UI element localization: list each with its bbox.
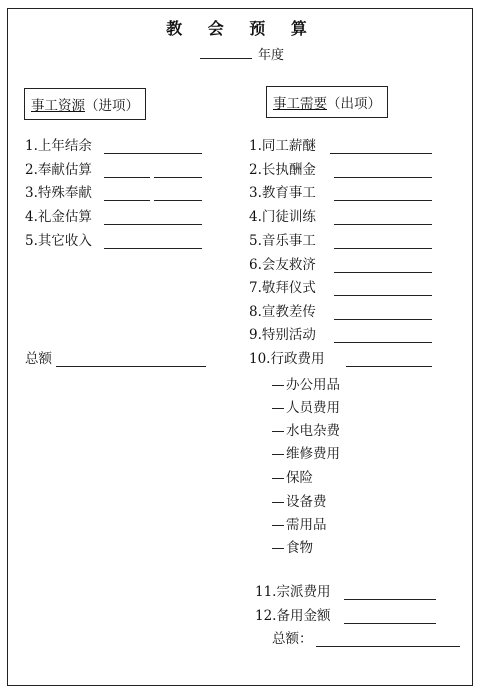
page-title: 教 会 预 算 [166,19,317,38]
income-blank[interactable] [104,248,202,249]
expense-total-label: 总额： [272,631,313,647]
expense-item: 7.敬拜仪式 [249,280,316,296]
expense-blank[interactable] [346,366,432,367]
income-blank[interactable] [104,177,150,178]
income-blank[interactable] [154,177,202,178]
income-blank[interactable] [104,153,202,154]
expense-blank[interactable] [334,224,432,225]
income-blank[interactable] [104,224,202,225]
dash-mark [272,478,284,479]
expense-item: 9.特别活动 [249,327,316,343]
year-blank[interactable] [200,46,252,59]
expense-blank[interactable] [330,153,432,154]
expense-item: 3.教育事工 [249,185,316,201]
expense-total-blank[interactable] [316,646,460,647]
dash-mark [272,525,284,526]
income-blank[interactable] [104,200,150,201]
expense-item: 12.备用金额 [255,608,331,624]
year-field [200,44,284,63]
expense-header [266,86,388,118]
expense-blank[interactable] [344,623,436,624]
expense-blank[interactable] [334,295,432,296]
admin-subitem: 需用品 [272,513,327,533]
expense-blank[interactable] [334,272,432,273]
expense-item: 8.宣教差传 [249,304,316,320]
expense-item: 2.长执酬金 [249,162,316,178]
admin-subitem: 设备费 [272,490,327,510]
year-label: 年度 [258,48,285,63]
income-item: 2.奉献估算 [25,162,92,178]
admin-subitem: 保险 [272,466,313,486]
expense-item: 11.宗派费用 [255,584,331,600]
income-total-label: 总额 [25,351,52,367]
income-header [24,88,146,120]
expense-item: 5.音乐事工 [249,233,316,249]
income-item: 4.礼金估算 [25,209,92,225]
expense-blank[interactable] [334,200,432,201]
expense-blank[interactable] [334,248,432,249]
income-total-blank[interactable] [56,366,206,367]
expense-header-paren: （出项） [327,96,381,112]
dash-mark [272,408,284,409]
income-header-paren: （进项） [85,98,139,114]
dash-mark [272,548,284,549]
dash-mark [272,502,284,503]
expense-item: 6.会友救济 [249,257,316,273]
admin-subitem: 办公用品 [272,373,340,393]
expense-item: 10.行政费用 [249,351,325,367]
expense-blank[interactable] [344,599,436,600]
expense-item: 4.门徒训练 [249,209,316,225]
expense-blank[interactable] [334,177,432,178]
expense-header-label: 事工需要 [273,96,327,112]
income-item: 1.上年结余 [25,138,92,154]
income-header-label: 事工资源 [31,98,85,114]
admin-subitem: 人员费用 [272,396,340,416]
dash-mark [272,454,284,455]
expense-blank[interactable] [334,342,432,343]
income-item: 5.其它收入 [25,233,92,249]
income-blank[interactable] [154,200,202,201]
income-item: 3.特殊奉献 [25,185,92,201]
admin-subitem: 水电杂费 [272,419,340,439]
expense-blank[interactable] [334,319,432,320]
dash-mark [272,431,284,432]
admin-subitem: 食物 [272,536,313,556]
admin-subitem: 维修费用 [272,442,340,462]
expense-item: 1.同工薪醚 [249,138,316,154]
dash-mark [272,385,284,386]
